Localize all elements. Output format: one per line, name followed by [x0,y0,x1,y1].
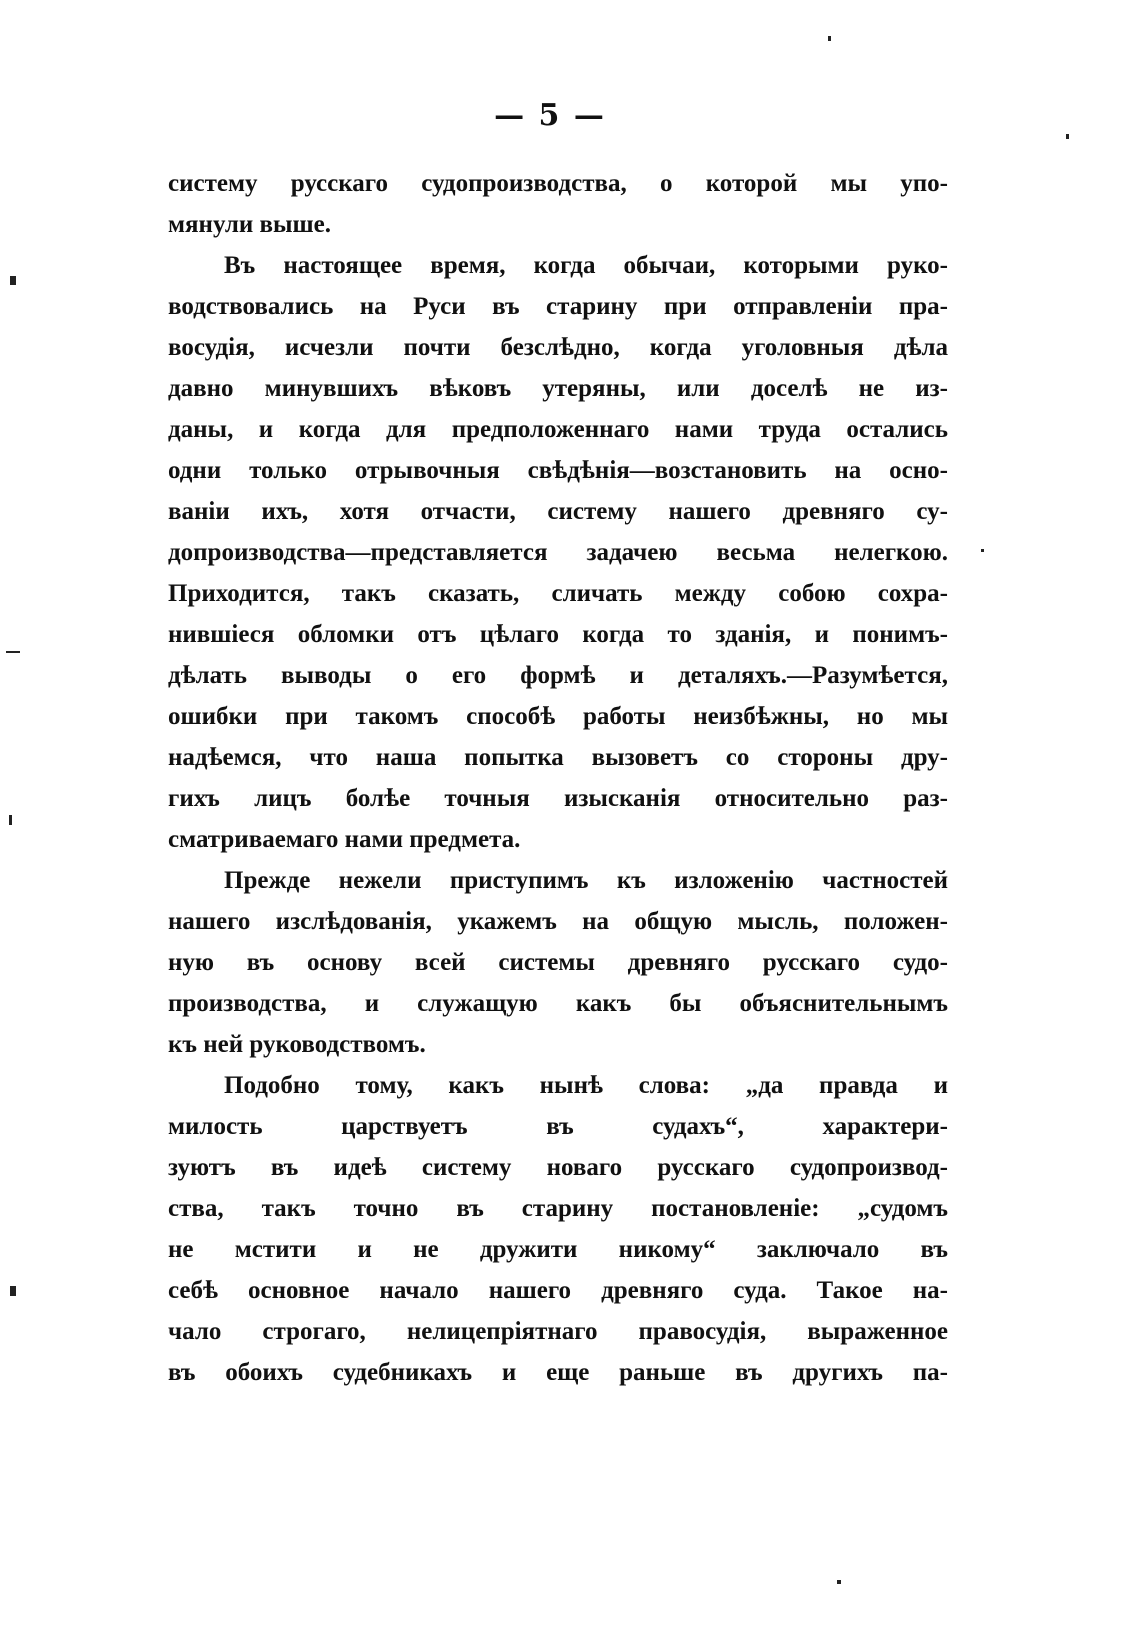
text-line: зуютъ въ идеѣ систему новаго русскаго судопроизвод- [168,1154,948,1181]
text-line: не мстити и не дружити никому“ заключало въ [168,1236,948,1263]
text-line: ства, такъ точно въ старину постановленіе: „судомъ [168,1195,948,1222]
text-line: гихъ лицъ болѣе точныя изысканія относительно раз- [168,785,948,812]
text-line: восудія, исчезли почти безслѣдно, когда уголовныя дѣла [168,334,948,361]
scan-speck [10,1286,16,1296]
text-line: себѣ основное начало нашего древняго суда. Такое на- [168,1277,948,1304]
page-number: — 5 — [494,98,606,133]
text-line: чало строгаго, нелицепріятнаго правосудія, выраженное [168,1318,948,1345]
text-line: систему русскаго судопроизводства, о которой мы упо- [168,170,948,197]
text-line: ваніи ихъ, хотя отчасти, систему нашего древняго су- [168,498,948,525]
text-line: производства, и служащую какъ бы объяснительнымъ [168,990,948,1017]
text-line: Приходится, такъ сказать, сличать между собою сохра- [168,580,948,607]
text-line: дѣлать выводы о его формѣ и деталяхъ.—Разумѣется, [168,662,948,689]
text-line: въ обоихъ судебникахъ и еще раньше въ другихъ па- [168,1359,948,1386]
scan-speck [837,1580,841,1584]
scan-speck [6,651,20,653]
text-line: допроизводства—представляется задачею весьма нелегкою. [168,539,948,566]
scan-speck [828,36,831,41]
text-line: Подобно тому, какъ нынѣ слова: „да правда и [224,1072,948,1099]
text-line: сматриваемаго нами предмета. [168,826,521,853]
text-line: Въ настоящее время, когда обычаи, которыми руко- [224,252,948,279]
scan-speck [10,276,16,285]
text-line: одни только отрывочныя свѣдѣнія—возстановить на осно- [168,457,948,484]
text-line: надѣемся, что наша попытка вызоветъ со стороны дру- [168,744,948,771]
text-line: ную въ основу всей системы древняго русскаго судо- [168,949,948,976]
scan-speck [981,549,984,552]
text-line: къ ней руководствомъ. [168,1031,426,1058]
text-line: нившіеся обломки отъ цѣлаго когда то зданія, и понимъ- [168,621,948,648]
text-line: водствовались на Руси въ старину при отправленіи пра- [168,293,948,320]
scan-speck [1066,134,1069,139]
text-line: даны, и когда для предположеннаго нами труда остались [168,416,948,443]
text-line: милость царствуетъ въ судахъ“, характери- [168,1113,948,1140]
text-line: Прежде нежели приступимъ къ изложенію частностей [224,867,948,894]
text-line: давно минувшихъ вѣковъ утеряны, или доселѣ не из- [168,375,948,402]
text-line: мянули выше. [168,211,331,238]
text-line: ошибки при такомъ способѣ работы неизбѣжны, но мы [168,703,948,730]
scan-speck [9,815,12,825]
text-line: нашего изслѣдованія, укажемъ на общую мысль, положен- [168,908,948,935]
